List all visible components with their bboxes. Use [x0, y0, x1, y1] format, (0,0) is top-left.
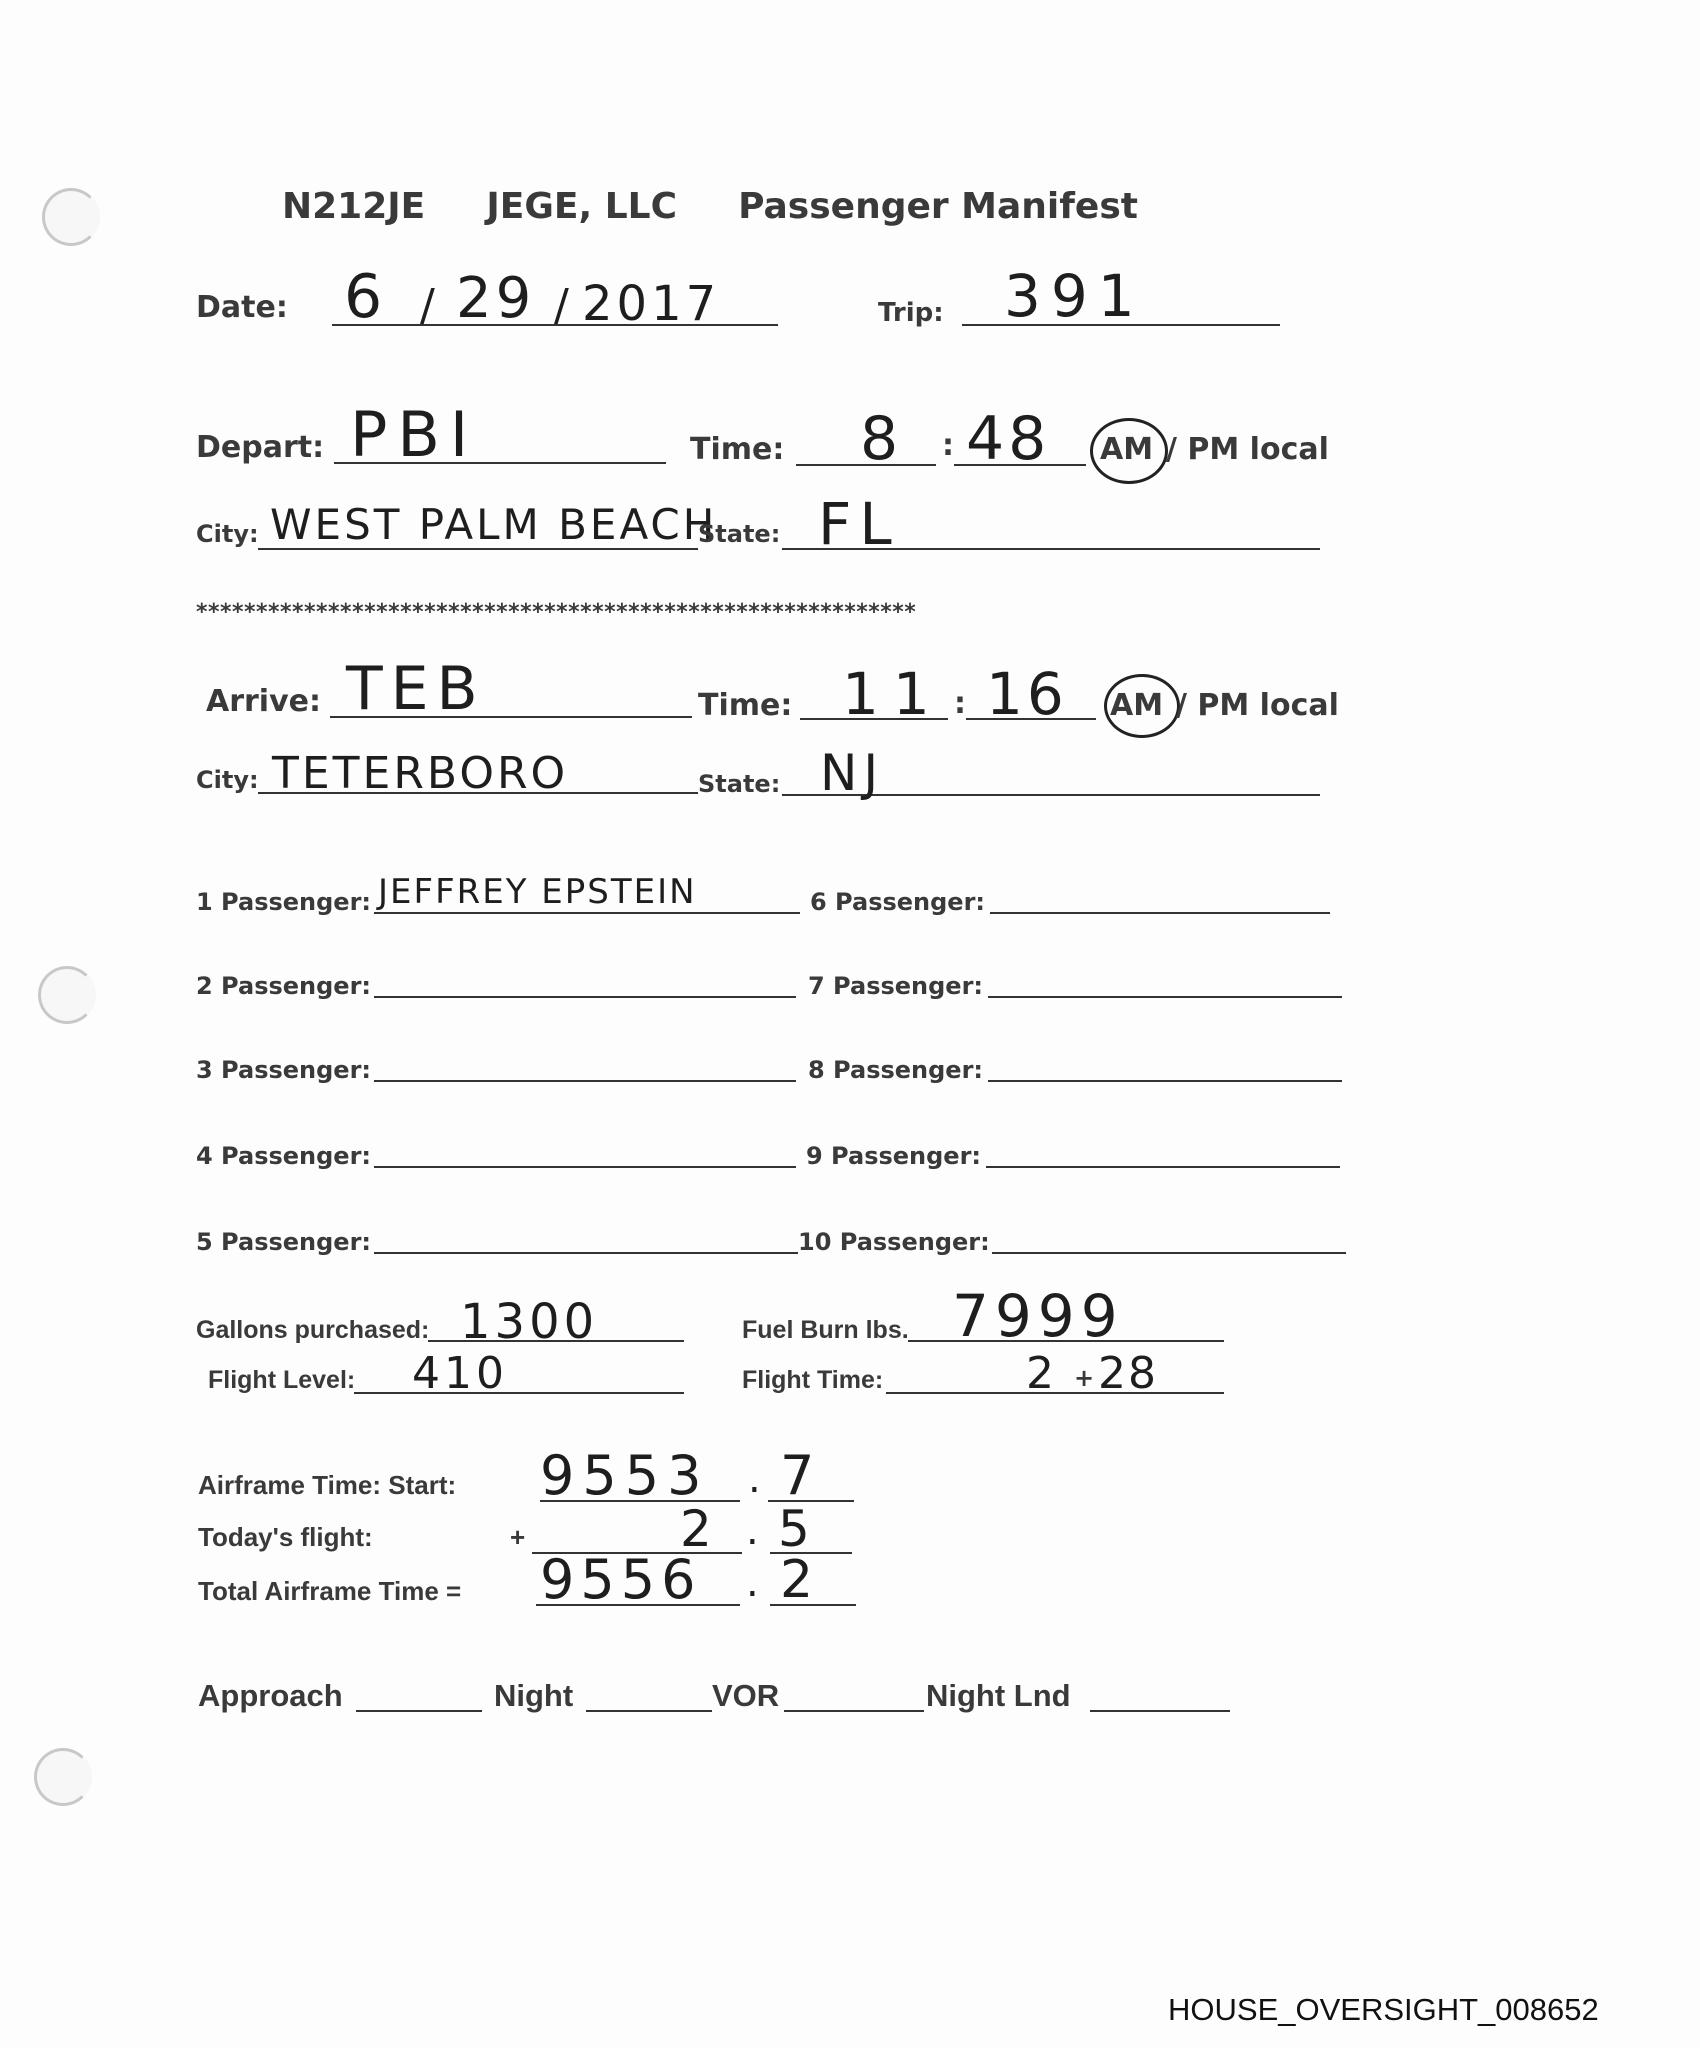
passenger-2-label: 2 Passenger: — [196, 972, 372, 1000]
arrive-pm-local: / PM local — [1176, 688, 1339, 723]
arrive-city-label: City: — [196, 766, 259, 794]
night-line[interactable] — [586, 1710, 712, 1712]
passenger-4-line[interactable] — [374, 1166, 796, 1168]
passenger-1-line — [374, 912, 800, 914]
arrive-state[interactable]: NJ — [820, 744, 885, 802]
arrive-label: Arrive: — [206, 684, 321, 719]
vor-line[interactable] — [784, 1710, 924, 1712]
airframe-start-dot: . — [748, 1456, 765, 1502]
passenger-8-label: 8 Passenger: — [808, 1056, 984, 1084]
punch-hole-top — [42, 188, 100, 246]
form-title — [282, 186, 1138, 227]
depart-city[interactable]: WEST PALM BEACH — [270, 500, 718, 549]
depart-minute[interactable]: 48 — [966, 404, 1051, 474]
arrive-colon: : — [954, 686, 966, 721]
airframe-start-whole[interactable]: 9553 — [540, 1444, 710, 1507]
passenger-4-label: 4 Passenger: — [196, 1142, 372, 1170]
passenger-9-line[interactable] — [986, 1166, 1340, 1168]
trip-value[interactable]: 391 — [1004, 262, 1145, 330]
passenger-3-line[interactable] — [374, 1080, 796, 1082]
passenger-5-label: 5 Passenger: — [196, 1228, 372, 1256]
today-flight-whole[interactable]: 2 — [680, 1500, 716, 1558]
passenger-2-line[interactable] — [374, 996, 796, 998]
fuel-burn-value[interactable]: 7999 — [952, 1282, 1124, 1350]
gallons-value[interactable]: 1300 — [460, 1294, 599, 1350]
date-year[interactable]: 2017 — [582, 276, 721, 332]
company-name: JEGE, LLC — [486, 186, 677, 227]
flight-level-value[interactable]: 410 — [412, 1348, 508, 1399]
depart-city-label: City: — [196, 520, 259, 548]
total-airframe-label: Total Airframe Time = — [198, 1576, 462, 1606]
flight-time-hours[interactable]: 2 — [1026, 1348, 1058, 1399]
flight-level-line — [354, 1392, 684, 1394]
depart-pm-local: / PM local — [1166, 432, 1329, 467]
passenger-7-line[interactable] — [988, 996, 1342, 998]
arrive-city[interactable]: TETERBORO — [272, 748, 569, 799]
bates-number: HOUSE_OVERSIGHT_008652 — [1168, 1992, 1599, 2027]
date-sep-1: / — [420, 280, 439, 331]
depart-am[interactable]: AM — [1100, 432, 1154, 467]
depart-airport[interactable]: PBI — [350, 398, 479, 471]
trip-label: Trip: — [878, 298, 944, 328]
fuel-burn-label: Fuel Burn lbs. — [742, 1316, 909, 1344]
passenger-6-label: 6 Passenger: — [810, 888, 986, 916]
date-month[interactable]: 6 — [344, 262, 387, 332]
flight-level-label: Flight Level: — [208, 1366, 356, 1394]
arrive-time-label: Time: — [698, 688, 793, 723]
passenger-1-label: 1 Passenger: — [196, 888, 372, 916]
tail-number: N212JE — [282, 186, 426, 227]
passenger-7-label: 7 Passenger: — [808, 972, 984, 1000]
total-airframe-tenth[interactable]: 2 — [780, 1550, 818, 1610]
section-divider: ************************************************************ — [196, 600, 917, 625]
depart-time-label: Time: — [690, 432, 785, 467]
passenger-9-label: 9 Passenger: — [806, 1142, 982, 1170]
total-airframe-whole[interactable]: 9556 — [540, 1548, 702, 1611]
approach-line[interactable] — [356, 1710, 482, 1712]
passenger-5-line[interactable] — [374, 1252, 798, 1254]
passenger-1-value[interactable]: JEFFREY EPSTEIN — [378, 872, 697, 912]
airframe-start-tenth[interactable]: 7 — [780, 1444, 819, 1507]
passenger-10-line[interactable] — [992, 1252, 1346, 1254]
night-label: Night — [494, 1678, 574, 1713]
arrive-minute[interactable]: 16 — [986, 660, 1068, 728]
flight-time-label: Flight Time: — [742, 1366, 884, 1394]
passenger-3-label: 3 Passenger: — [196, 1056, 372, 1084]
arrive-am[interactable]: AM — [1110, 688, 1164, 723]
date-sep-2: / — [554, 280, 573, 331]
passenger-6-line[interactable] — [990, 912, 1330, 914]
depart-colon: : — [942, 428, 954, 463]
depart-hour[interactable]: 8 — [860, 404, 903, 474]
vor-label: VOR — [712, 1678, 780, 1713]
arrive-airport[interactable]: TEB — [346, 654, 486, 724]
arrive-hour[interactable]: 11 — [842, 660, 944, 728]
night-landing-line[interactable] — [1090, 1710, 1230, 1712]
flight-time-minutes[interactable]: 28 — [1098, 1348, 1158, 1399]
airframe-start-label: Airframe Time: Start: — [198, 1470, 457, 1500]
passenger-10-label: 10 Passenger: — [798, 1228, 990, 1256]
today-flight-dot: . — [746, 1508, 763, 1554]
depart-state[interactable]: FL — [818, 490, 900, 558]
arrive-state-label: State: — [698, 770, 781, 798]
flight-time-sep: + — [1074, 1364, 1095, 1392]
punch-hole-bottom — [34, 1748, 92, 1806]
approach-label: Approach — [198, 1678, 343, 1713]
punch-hole-middle — [38, 966, 96, 1024]
depart-state-label: State: — [698, 520, 781, 548]
today-flight-tenth[interactable]: 5 — [778, 1500, 814, 1558]
date-day[interactable]: 29 — [456, 266, 536, 331]
depart-label: Depart: — [196, 430, 325, 465]
total-airframe-dot: . — [746, 1560, 763, 1606]
manifest-title: Passenger Manifest — [738, 186, 1138, 227]
date-label: Date: — [196, 290, 288, 325]
night-landing-label: Night Lnd — [926, 1678, 1071, 1713]
today-flight-label: Today's flight: — [198, 1522, 373, 1552]
passenger-8-line[interactable] — [988, 1080, 1342, 1082]
today-flight-plus: + — [510, 1522, 526, 1552]
gallons-label: Gallons purchased: — [196, 1316, 430, 1344]
